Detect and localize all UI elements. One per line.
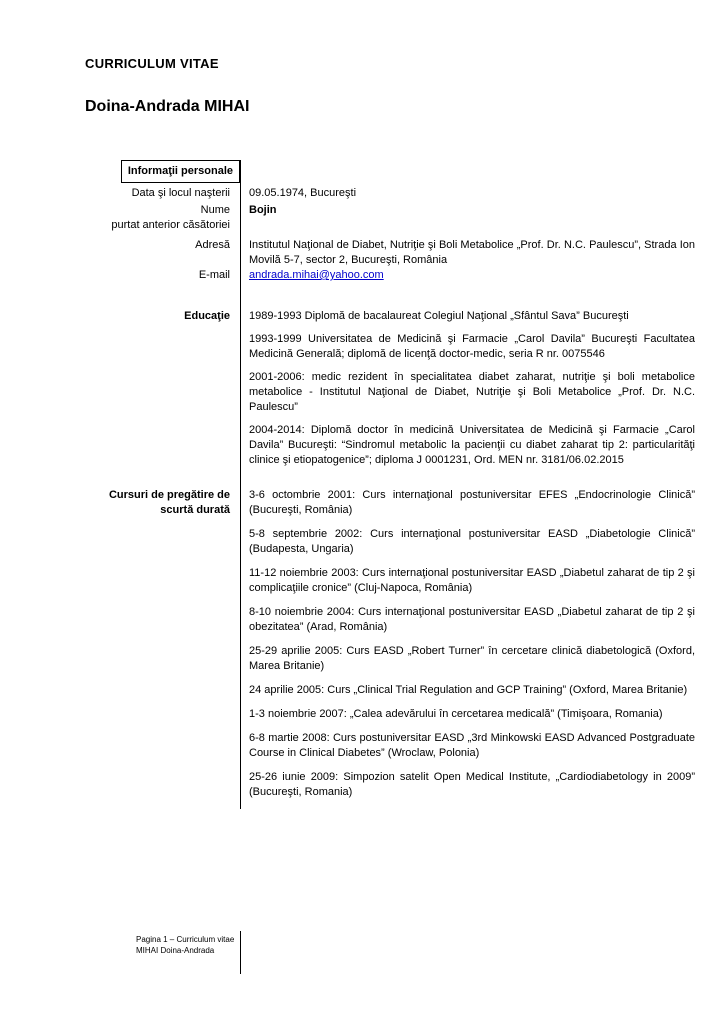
birth-row — [85, 186, 695, 201]
course-entry: 5-8 septembrie 2002: Curs internaţional postuniversitar EASD „Diabetologie Clinică” (Budapesta, Ungaria) — [249, 528, 695, 555]
education-entry: 2004-2014: Diplomă doctor în medicină Universitatea de Medicină şi Farmacie „Carol Davila” Bucureşti: “Sindromul metabolic la pacienţii cu diabet zaharat tip 2: particularităţi clinice şi etiopatogenice”; diploma J 0001231, Ord. MEN nr. 3181/06.02.2015 — [249, 424, 695, 466]
course-entry: 25-26 iunie 2009: Simpozion satelit Open Medical Institute, „Cardiodiabetology in 2009” (Bucureşti, Romania) — [249, 771, 695, 798]
footer-line1: Pagina 1 – Curriculum vitae — [136, 935, 235, 944]
former-name-value: Bojin — [249, 204, 277, 216]
person-name: Doina-Andrada MIHAI — [85, 98, 250, 115]
course-entry: 1-3 noiembrie 2007: „Calea adevărului în cercetarea medicală” (Timişoara, Romania) — [249, 708, 663, 720]
course-entry: 24 aprilie 2005: Curs „Clinical Trial Regulation and GCP Training” (Oxford, Marea Britanie) — [249, 684, 688, 696]
address-value: Institutul Naţional de Diabet, Nutriţie şi Boli Metabolice „Prof. Dr. N.C. Paulescu”, Strada Ion Movilă 5-7, sector 2, Bucureşti, România — [249, 239, 695, 266]
address-label: Adresă — [195, 239, 230, 251]
course-entry: 3-6 octombrie 2001: Curs internaţional postuniversitar EFES „Endocrinologie Clinică” (Bucureşti, România) — [249, 489, 695, 516]
former-name-label-line1: Nume — [200, 204, 230, 216]
education-section-row — [85, 309, 695, 468]
education-entries — [240, 309, 695, 468]
document-title: CURRICULUM VITAE — [85, 56, 219, 71]
course-entry: 8-10 noiembrie 2004: Curs internaţional postuniversitar EASD „Diabetul zaharat de tip 2 şi obezitatea” (Arad, România) — [249, 606, 695, 633]
email-link[interactable]: andrada.mihai@yahoo.com — [249, 269, 384, 281]
column-divider-line — [240, 160, 241, 809]
course-entry: 25-29 aprilie 2005: Curs EASD „Robert Turner” în cercetare clinică diabetologică (Oxford, Marea Britanie) — [249, 645, 695, 672]
address-row — [85, 238, 695, 268]
former-name-row — [85, 203, 695, 233]
email-row — [85, 268, 695, 283]
birth-label: Data şi locul naşterii — [131, 187, 230, 199]
footer-divider-line — [240, 931, 241, 974]
address-value-cell — [240, 238, 695, 268]
education-section-label: Educaţie — [184, 310, 230, 322]
cv-body — [85, 160, 695, 809]
education-entry: 1989-1993 Diplomă de bacalaureat Colegiul Naţional „Sfântul Sava” Bucureşti — [249, 310, 629, 322]
birth-value: 09.05.1974, Bucureşti — [249, 187, 357, 199]
footer-line2: MIHAI Doina-Andrada — [136, 946, 215, 955]
education-entry: 1993-1999 Universitatea de Medicină şi Farmacie „Carol Davila” Bucureşti Facultatea Medicină Generală; diplomă de licenţă doctor-medic, seria R nr. 0075546 — [249, 333, 695, 360]
email-label: E-mail — [198, 269, 230, 281]
former-name-label-line2: purtat anterior căsătoriei — [111, 219, 230, 231]
page-footer — [136, 934, 234, 956]
personal-section-label: Informaţii personale — [121, 160, 240, 183]
former-name-label — [85, 203, 240, 233]
course-entry: 11-12 noiembrie 2003: Curs internaţional postuniversitar EASD „Diabetul zaharat de tip 2 şi complicaţiile cronice” (Cluj-Napoca, România) — [249, 567, 695, 594]
personal-section-row — [85, 160, 695, 183]
course-entry: 6-8 martie 2008: Curs postuniversitar EASD „3rd Minkowski EASD Advanced Postgraduate Course in Clinical Diabetes” (Wroclaw, Polonia) — [249, 732, 695, 759]
education-entry: 2001-2006: medic rezident în specialitatea diabet zaharat, nutriţie şi boli metabolice metabolice - Institutul Naţional de Diabet, Nutriţie şi Boli Metabolice „Prof. Dr. N.C. Paulescu” — [249, 371, 695, 413]
course-entries — [240, 488, 695, 809]
courses-section-row — [85, 488, 695, 809]
email-value-cell — [240, 268, 695, 283]
personal-section-label-cell — [85, 160, 240, 183]
courses-section-label: Cursuri de pregătire de scurtă durată — [108, 489, 230, 516]
